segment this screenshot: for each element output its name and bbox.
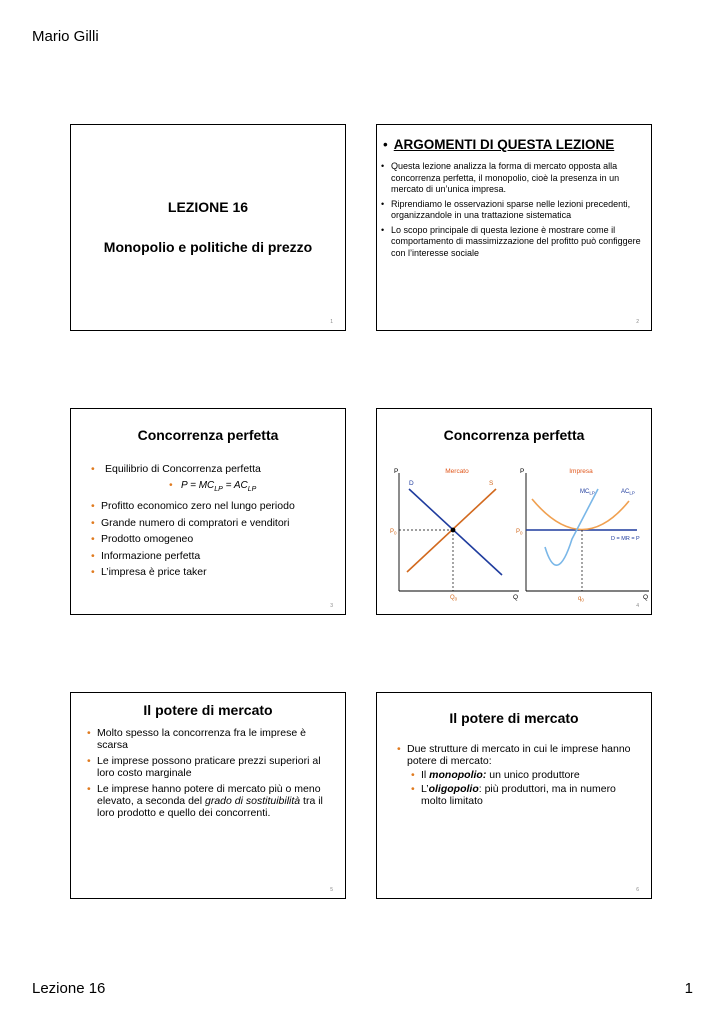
slide-1: [70, 124, 346, 331]
right-qty-label: $q_0$: [578, 596, 584, 603]
slide-number: 3: [330, 603, 333, 609]
list-item-formula: • $P = MC_{LP} = AC_{LP}$: [159, 478, 341, 499]
list-item: • Profitto economico zero nel lungo periodo: [91, 498, 341, 515]
slide-number: 1: [330, 319, 333, 325]
left-price-label: $P_0$: [390, 529, 397, 536]
slide-heading: [383, 137, 614, 152]
list-item: • Informazione perfetta: [91, 548, 341, 565]
right-price-label: $P_0$: [516, 529, 523, 536]
slide-6: [376, 692, 652, 899]
slide-4: [376, 408, 652, 615]
left-y-axis-label: P: [394, 468, 399, 475]
list-item-sub: • Il monopolio: un unico produttore: [411, 769, 637, 781]
slide-3: [70, 408, 346, 615]
demand-label: D: [409, 480, 414, 487]
slide-subtitle: Monopolio e politiche di prezzo: [103, 239, 313, 255]
slide-number: 5: [330, 887, 333, 893]
list-item: • Prodotto omogeneo: [91, 531, 341, 548]
slide-2: [376, 124, 652, 331]
demand-curve: [409, 489, 502, 575]
slide-title: Il potere di mercato: [143, 702, 273, 718]
slide-title: Il potere di mercato: [449, 710, 579, 726]
page-footer-left: Lezione 16: [32, 980, 106, 997]
ac-curve: [532, 499, 629, 530]
list-item: • Le imprese hanno potere di mercato più o meno elevato, a seconda del grado di sostituibilità tra il loro prodotto e quello dei concorrenti.: [87, 783, 327, 819]
slide-number: 6: [636, 887, 639, 893]
list-item: • Le imprese possono praticare prezzi superiori al loro costo marginale: [87, 755, 327, 779]
ac-label: $AC_{LP}$: [621, 489, 635, 496]
page-footer-number: 1: [684, 980, 693, 997]
right-y-axis-label: P: [520, 468, 525, 475]
bullet-icon: •: [383, 137, 388, 152]
bullet-list: [381, 161, 649, 262]
impresa-title: Impresa: [569, 468, 593, 475]
supply-label: S: [489, 480, 494, 487]
list-item-sub: • L’oligopolio: più produttori, ma in numero molto limitato: [411, 783, 637, 807]
equilibrium-point: [451, 528, 456, 533]
heading-text: ARGOMENTI DI QUESTA LEZIONE: [393, 137, 615, 152]
left-qty-label: $Q_0$: [450, 595, 458, 602]
list-item: • Questa lezione analizza la forma di mercato opposta alla concorrenza perfetta, il monopolio, cioè la presenza in un mercato di un’unica impresa.: [381, 161, 649, 196]
mc-curve: [545, 489, 598, 565]
list-item: • Due strutture di mercato in cui le imprese hanno potere di mercato:: [397, 743, 637, 767]
list-item: • L’impresa è price taker: [91, 564, 341, 581]
list-item: • Grande numero di compratori e venditori: [91, 515, 341, 532]
bullet-list: [87, 727, 327, 823]
slide-title: LEZIONE 16: [167, 199, 249, 215]
slide-number: 4: [636, 603, 639, 609]
slide-title: Concorrenza perfetta: [443, 427, 585, 443]
right-x-axis-label: Q: [643, 594, 649, 601]
bullet-list: [91, 461, 341, 581]
slide-title: Concorrenza perfetta: [137, 427, 279, 443]
market-diagrams: [377, 409, 653, 616]
list-item: • Molto spesso la concorrenza fra le imprese è scarsa: [87, 727, 327, 751]
slide-number: 2: [636, 319, 639, 325]
list-item: • Equilibrio di Concorrenza perfetta: [91, 461, 341, 478]
page-header-author: Mario Gilli: [32, 28, 99, 45]
slide-5: [70, 692, 346, 899]
list-item: • Riprendiamo le osservazioni sparse nelle lezioni precedenti, organizzandole in una trattazione sistematica: [381, 199, 649, 222]
mc-label: $MC_{LP}$: [580, 489, 595, 496]
price-line-label: D = MR = P: [611, 536, 640, 542]
bullet-list: [397, 743, 637, 807]
left-x-axis-label: Q: [513, 594, 519, 601]
list-item: • Lo scopo principale di questa lezione è mostrare come il comportamento di massimizzazione del profitto può configgere con l’interesse sociale: [381, 225, 649, 260]
mercato-title: Mercato: [445, 468, 469, 475]
